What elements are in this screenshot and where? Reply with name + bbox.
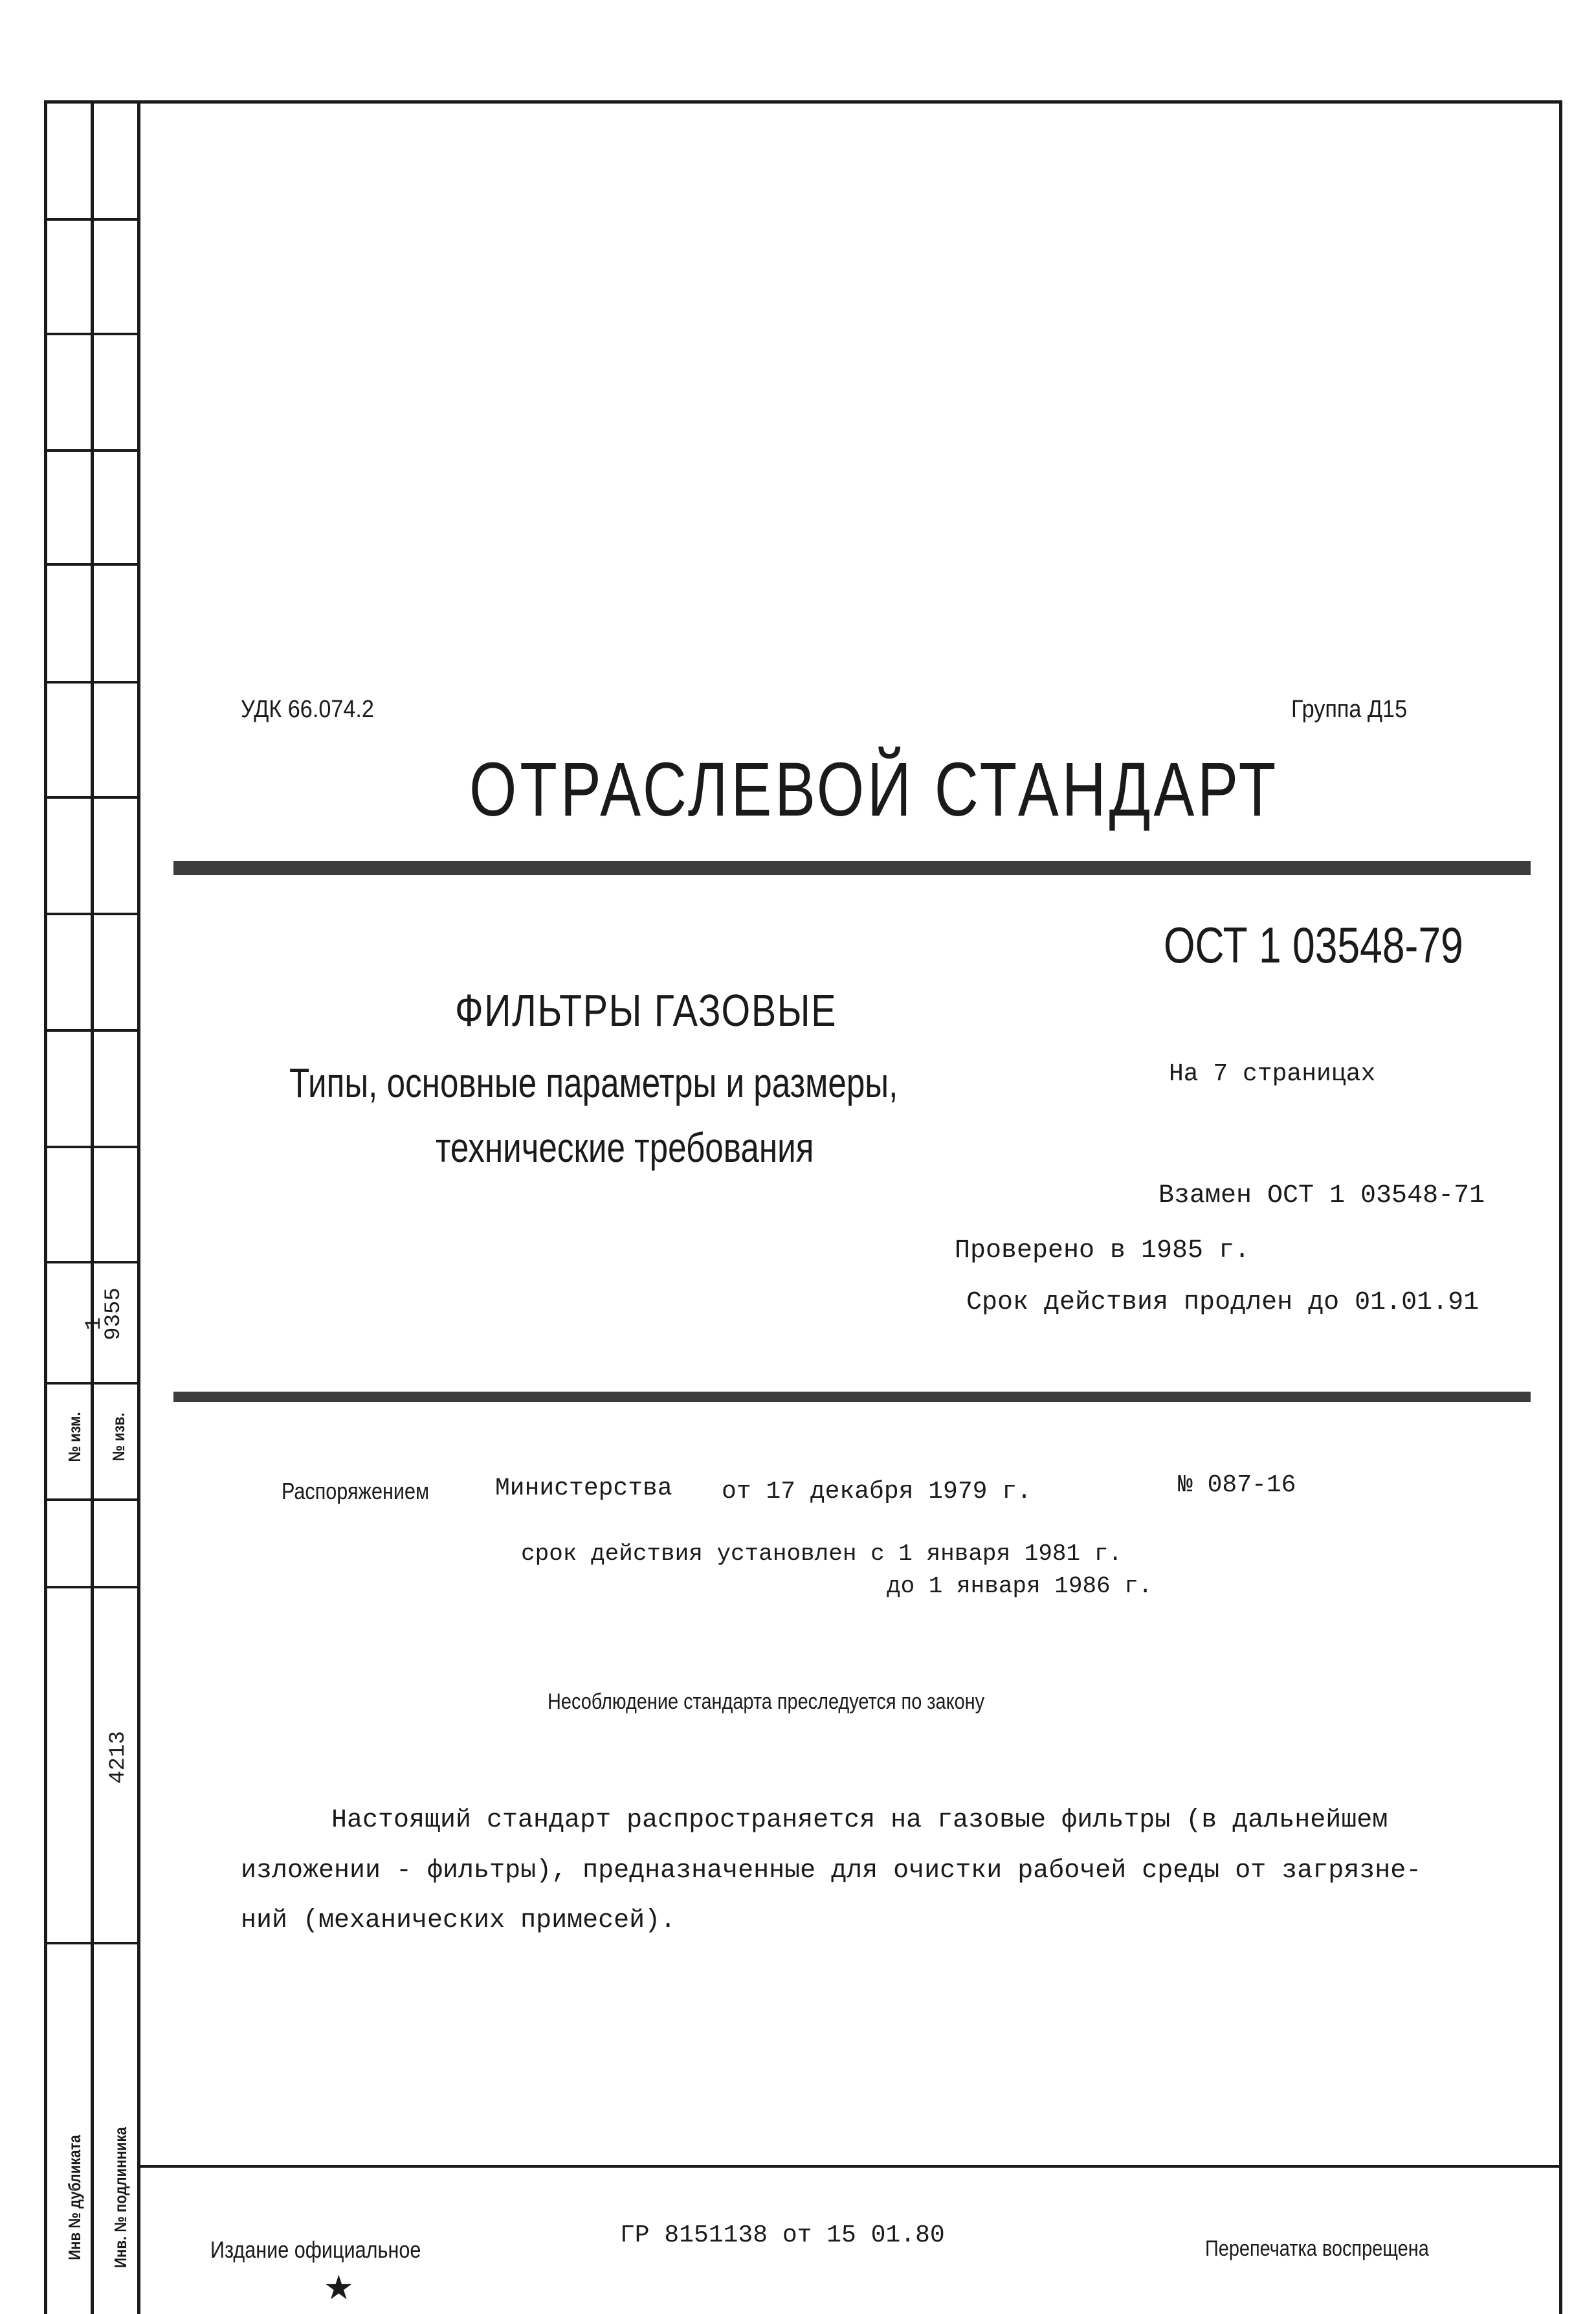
heavy-rule-top	[173, 861, 1531, 875]
reprint-wrap	[1205, 2236, 1469, 2262]
strip-cell-line	[44, 681, 137, 684]
reprint-notice: Перепечатка воспрещена	[1205, 2236, 1429, 2261]
strip-cell-line	[44, 218, 137, 221]
standard-subtitle-2-wrap	[436, 1126, 909, 1169]
body-line-3: ний (механических примесей).	[241, 1906, 676, 1935]
strip-cell-line	[44, 333, 137, 335]
official-edition: Издание официальное	[210, 2236, 421, 2263]
standard-subtitle-2: технические требования	[436, 1124, 814, 1171]
body-line-1: Настоящий стандарт распространяется на газовые фильтры (в дальнейшем	[331, 1806, 1388, 1835]
order-label: Распоряжением	[282, 1478, 430, 1504]
checked-year: Проверено в 1985 г.	[955, 1236, 1250, 1265]
star-icon: ★	[324, 2269, 354, 2308]
registration: ГР 8151138 от 15 01.80	[620, 2221, 945, 2249]
standard-number: ОСТ 1 03548-79	[1164, 917, 1463, 973]
order-date: от 17 декабря 1979 г.	[722, 1478, 1032, 1506]
strip-cell-line	[44, 449, 137, 452]
strip-cell-line	[44, 1942, 137, 1944]
original-inventory-label: Инв. № подлинника	[111, 2127, 130, 2268]
udk-code: УДК 66.074.2	[241, 696, 374, 723]
standard-name-wrap	[455, 987, 921, 1034]
validity-extended: Срок действия продлен до 01.01.91	[966, 1288, 1480, 1317]
footer-rule	[137, 2165, 1562, 2168]
order-label-wrap	[282, 1478, 455, 1505]
original-inventory-value: 4213	[106, 1731, 131, 1784]
strip-cell-line	[44, 913, 137, 915]
standard-number-wrap	[1164, 919, 1538, 971]
validity-to: до 1 января 1986 г.	[887, 1573, 1153, 1599]
order-authority: Министерства	[495, 1474, 672, 1502]
warning-wrap	[548, 1689, 1061, 1715]
notice-number-value: 9355	[102, 1287, 126, 1341]
page-count: На 7 страницах	[1169, 1060, 1376, 1088]
group-code-wrap	[1291, 696, 1420, 724]
order-number: № 087-16	[1178, 1471, 1296, 1499]
standard-subtitle-1-wrap	[289, 1062, 1050, 1104]
strip-cell-line	[44, 1586, 137, 1588]
notice-number-label: № изв.	[109, 1412, 128, 1462]
strip-cell-line	[44, 1382, 137, 1385]
law-warning: Несоблюдение стандарта преследуется по закону	[548, 1689, 985, 1714]
strip-cell-line	[44, 563, 137, 566]
order-date-wrap	[722, 1478, 1032, 1506]
standard-subtitle-1: Типы, основные параметры и размеры,	[289, 1060, 898, 1106]
document-title-wrap	[469, 747, 1481, 832]
strip-divider	[137, 100, 140, 2314]
group-code: Группа Д15	[1291, 696, 1408, 723]
document-title: ОТРАСЛЕВОЙ СТАНДАРТ	[469, 747, 1280, 832]
standard-name: ФИЛЬТРЫ ГАЗОВЫЕ	[455, 985, 837, 1036]
strip-cell-line	[44, 1146, 137, 1148]
strip-cell-line	[44, 1029, 137, 1032]
change-number-value: 1	[82, 1317, 107, 1331]
strip-divider	[91, 100, 94, 2314]
heavy-rule-bottom	[173, 1392, 1531, 1402]
strip-cell-line	[44, 1261, 137, 1263]
validity-from: срок действия установлен с 1 января 1981 г.	[521, 1541, 1122, 1567]
strip-cell-line	[44, 1498, 137, 1501]
edition-wrap	[210, 2236, 458, 2264]
body-line-2: изложении - фильтры), предназначенные для очистки рабочей среды от загрязне-	[241, 1856, 1422, 1886]
udk-code-wrap	[241, 696, 389, 724]
duplicate-inventory-label: Инв № дубликата	[65, 2135, 84, 2260]
strip-cell-line	[44, 796, 137, 799]
change-number-label: № изм.	[65, 1412, 84, 1462]
replaces-standard: Взамен ОСТ 1 03548-71	[1158, 1181, 1485, 1210]
